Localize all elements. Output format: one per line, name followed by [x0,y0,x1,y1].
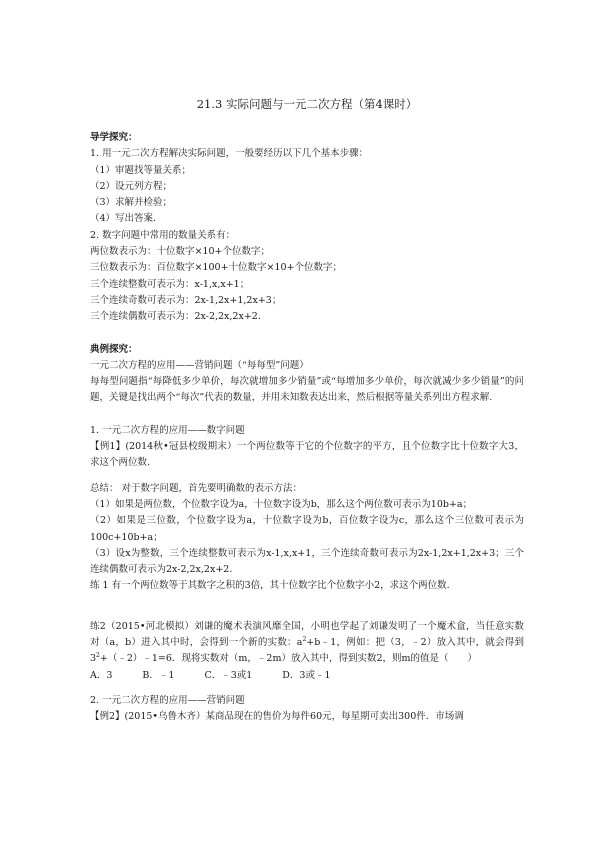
spacer [90,684,524,693]
choice-c: C．﹣3或1 [204,669,253,681]
summary-heading: 总结： 对于数字问题，首先要明确数的表示方法： [90,482,303,494]
superscript: 2 [302,635,307,643]
example-1: 【例1】(2014秋•冠县校级期末）一个两位数等于它的个位数字的平方，且个位数字比十位数字大3，求这个两位数. [90,441,524,469]
practice-2 [90,619,524,668]
example-2: 【例2】(2015•乌鲁木齐）某商品现在的售价为每件60元，每星期可卖出300件．市场调 [90,711,464,723]
guide-line: （2）设元列方程； [90,180,173,192]
practice-2-text-a: 练2（2015•河北模拟）刘谦的魔术表演风靡全国，小明也学起了刘谦发明了一个魔术盒，当任意实数对（a，b）进入其中时，会得到一个新的实数：a [90,620,524,649]
section-2-title: 2. 一元二次方程的应用——营销问题 [90,694,245,706]
guide-line: 三位数表示为：百位数字×100+十位数字×10+个位数字； [90,262,343,274]
choice-b: B．﹣1 [142,669,175,681]
guide-line: 三个连续偶数可表示为：2x-2,2x,2x+2. [90,311,261,323]
guide-line: 两位数表示为：十位数字×10+个位数字； [90,246,271,258]
spacer [90,326,524,342]
guide-line: 三个连续整数可表示为：x-1,x,x+1； [90,278,250,290]
spacer [90,407,524,423]
spacer [90,472,524,481]
examples-intro-line: 一元二次方程的应用——营销问题（“每每型”问题） [90,359,309,371]
practice-2-text-b: +b﹣1，例如：把（3，﹣2）放入其中，就会得到3 [90,637,524,665]
examples-intro-paragraph: 每每型问题指“每降低多少单价，每次就增加多少销量”或“每增加多少单价，每次就减少多少销量”的问题，关键是找出两个“每次”代表的数量，并用未知数表达出来，然后根据等量关系列出方程求解. [90,376,524,404]
choice-d: D．3或﹣1 [282,669,331,681]
examples-heading: 典例探究： [90,343,138,355]
answer-choices [90,668,524,684]
superscript: 2 [96,652,100,660]
guide-line: 2. 数字问题中常用的数量关系有： [90,229,236,241]
guide-line: 1. 用一元二次方程解决实际问题，一般要经历以下几个基本步骤： [90,148,369,160]
guide-line: （3）求解并检验； [90,197,173,209]
summary-item-1: （1）如果是两位数，个位数字设为a，十位数字设为b，那么这个两位数可表示为10b+a； [90,498,473,510]
page-title: 21.3 实际问题与一元二次方程（第4课时） [196,97,418,111]
practice-1: 练 1 有一个两位数等于其数字之积的3倍，其十位数字比个位数字小2，求这个两位数. [90,580,450,592]
guide-line: （1）审题找等量关系； [90,164,192,176]
document-page [90,96,524,726]
practice-2-text-c: +（﹣2）﹣1=6．现将实数对（m，﹣2m）放入其中，得到实数2，则m的值是（ ） [99,653,478,665]
spacer [90,595,524,619]
guide-line: （4）写出答案. [90,213,157,225]
choice-a: A．3 [90,669,113,681]
guide-heading: 导学探究： [90,132,138,143]
summary-item-3: （3）设x为整数，三个连续整数可表示为x-1,x,x+1，三个连续奇数可表示为2x-1,2x+1,2x+3；三个连续偶数可表示为2x-2,2x,2x+2. [90,547,524,576]
summary-item-2: （2）如果是三位数，个位数字设为a，十位数字设为b，百位数字设为c，那么这个三位数可表示为100c+10b+a； [90,515,524,543]
guide-line: 三个连续奇数可表示为：2x-1,2x+1,2x+3； [90,294,282,306]
section-1-title: 1. 一元二次方程的应用——数字问题 [90,424,245,436]
